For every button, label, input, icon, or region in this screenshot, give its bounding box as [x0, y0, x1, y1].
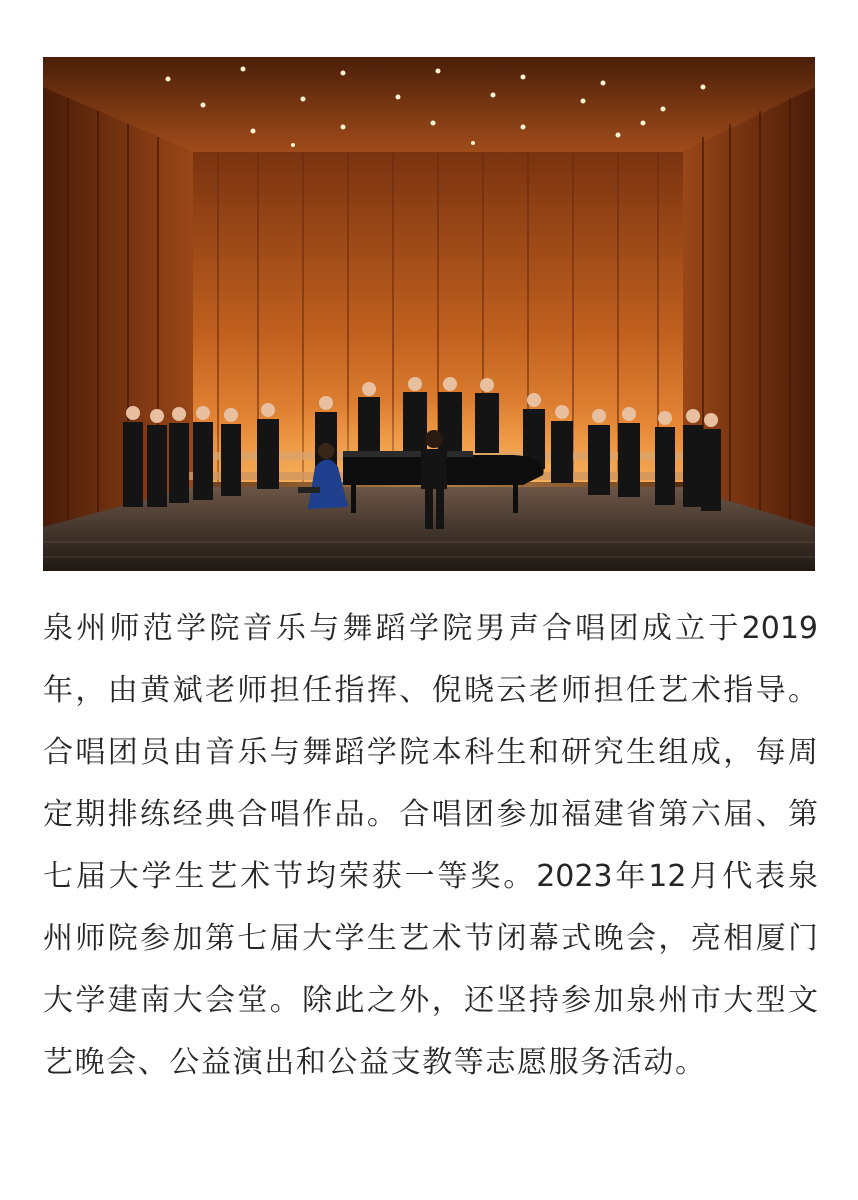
paragraph-line: 年，由黄斌老师担任指挥、倪晓云老师担任艺术指导。	[43, 673, 818, 708]
paragraph-line: 七届大学生艺术节均荣获一等奖。2023年12月代表泉	[43, 859, 818, 894]
paragraph-line: 定期排练经典合唱作品。合唱团参加福建省第六届、第	[43, 797, 818, 832]
paragraph-line: 艺晚会、公益演出和公益支教等志愿服务活动。	[43, 1045, 707, 1080]
paragraph-line: 州师院参加第七届大学生艺术节闭幕式晚会，亮相厦门	[43, 921, 818, 956]
concert-photo-drawing	[43, 57, 815, 571]
paragraph-line: 合唱团员由音乐与舞蹈学院本科生和研究生组成，每周	[43, 735, 818, 770]
paragraph-line: 大学建南大会堂。除此之外，还坚持参加泉州市大型文	[43, 983, 818, 1018]
paragraph-line: 泉州师范学院音乐与舞蹈学院男声合唱团成立于2019	[43, 611, 818, 646]
article-paragraph	[43, 598, 818, 1094]
concert-photo	[43, 57, 815, 571]
